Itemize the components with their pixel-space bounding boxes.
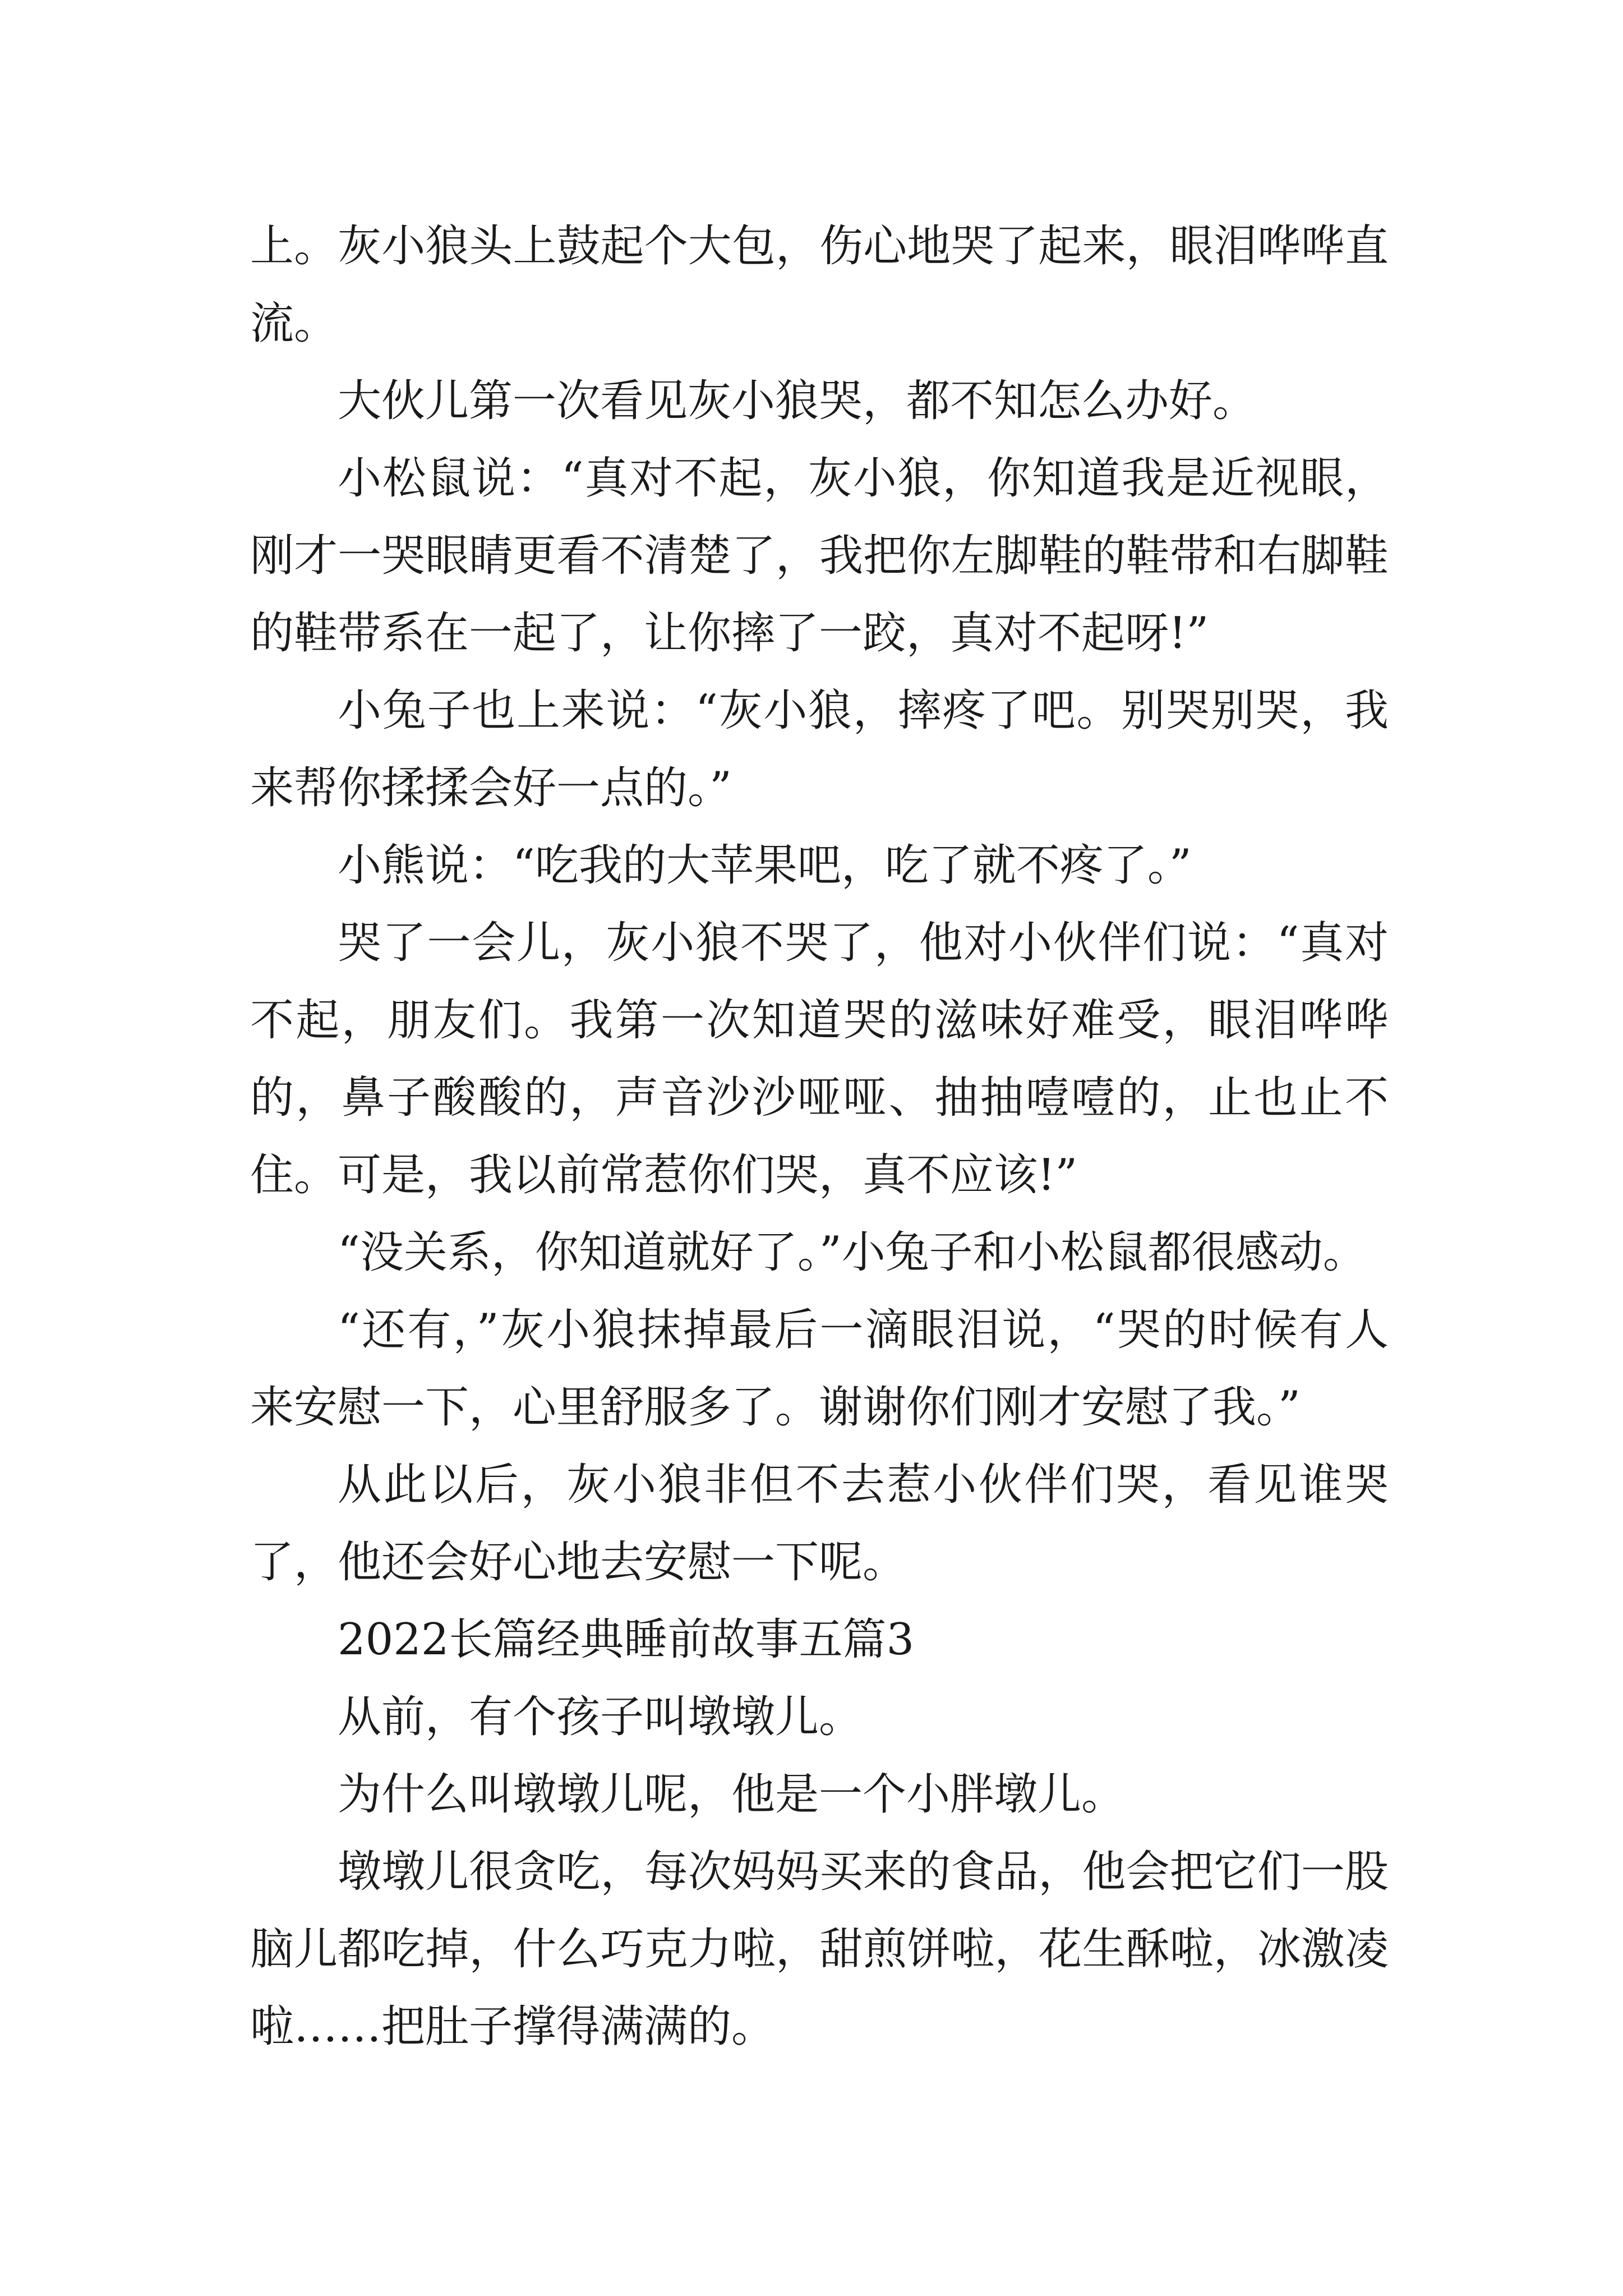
paragraph-11: 为什么叫墩墩儿呢，他是一个小胖墩儿。 xyxy=(338,1769,1126,1820)
paragraph-12: 墩墩儿很贪吃，每次妈妈买来的食品，他会把它们一股脑儿都吃掉，什么巧克力啦，甜煎饼啦，花生酥啦，冰激凌啦……把肚子撑得满满的。 xyxy=(250,1847,1389,2052)
paragraph-2: 大伙儿第一次看见灰小狼哭，都不知怎么办好。 xyxy=(338,376,1257,426)
paragraph-7: “没关系，你知道就好了。”小兔子和小松鼠都很感动。 xyxy=(338,1227,1367,1278)
story-text xyxy=(250,208,1389,2065)
paragraph-8: “还有，”灰小狼抹掉最后一滴眼泪说，“哭的时候有人来安慰一下，心里舒服多了。谢谢你们刚才安慰了我。” xyxy=(250,1305,1389,1433)
paragraph-3: 小松鼠说：“真对不起，灰小狼，你知道我是近视眼，刚才一哭眼睛更看不清楚了，我把你左脚鞋的鞋带和右脚鞋的鞋带系在一起了，让你摔了一跤，真对不起呀!” xyxy=(250,453,1389,659)
paragraph-10: 从前，有个孩子叫墩墩儿。 xyxy=(338,1692,863,1742)
paragraph-4: 小兔子也上来说：“灰小狼，摔疼了吧。别哭别哭，我来帮你揉揉会好一点的。” xyxy=(250,685,1389,813)
paragraph-5: 小熊说：“吃我的大苹果吧，吃了就不疼了。” xyxy=(338,840,1192,891)
paragraph-6: 哭了一会儿，灰小狼不哭了，他对小伙伴们说：“真对不起，朋友们。我第一次知道哭的滋味好难受，眼泪哗哗的，鼻子酸酸的，声音沙沙哑哑、抽抽噎噎的，止也止不住。可是，我以前常惹你们哭，真不应该!” xyxy=(250,918,1389,1200)
paragraph-9: 从此以后，灰小狼非但不去惹小伙伴们哭，看见谁哭了，他还会好心地去安慰一下呢。 xyxy=(250,1460,1389,1588)
paragraph-1: 上。灰小狼头上鼓起个大包，伤心地哭了起来，眼泪哗哗直流。 xyxy=(250,221,1389,349)
section-heading: 2022长篇经典睡前故事五篇3 xyxy=(338,1614,915,1665)
